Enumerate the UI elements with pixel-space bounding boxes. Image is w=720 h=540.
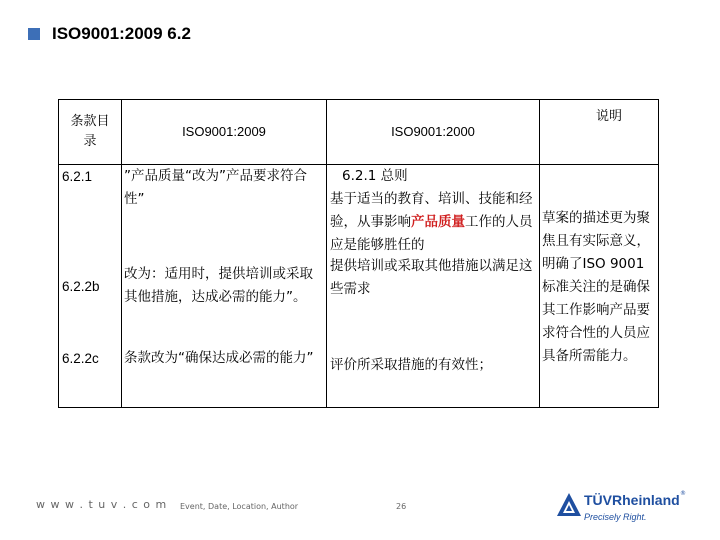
table-divider-3 — [539, 99, 540, 408]
row1-iso2000-highlight: 产品质量 — [411, 214, 465, 230]
comparison-table — [58, 99, 659, 408]
tuv-tagline: Precisely Right. — [584, 512, 647, 522]
row2-clause: 6.2.2b — [62, 279, 100, 294]
header-clause: 条款目录 — [70, 114, 110, 149]
row2-iso2009: 改为：适用时，提供培训或采取其他措施，达成必需的能力”。 — [124, 266, 313, 305]
table-divider-1 — [121, 99, 122, 408]
row3-clause: 6.2.2c — [62, 351, 99, 366]
header-note: 说明 — [595, 109, 622, 124]
tuv-triangle-icon — [556, 492, 582, 518]
tuv-brand-name: TÜVRheinland — [584, 492, 680, 508]
table-divider-2 — [326, 99, 327, 408]
footer-meta: Event, Date, Location, Author — [180, 502, 299, 511]
slide-title: ISO9001:2009 6.2 — [52, 24, 191, 43]
table-border-right — [658, 99, 659, 408]
tuv-registered-mark: ® — [680, 490, 686, 497]
header-iso2009: ISO9001:2009 — [182, 124, 266, 139]
row2-iso2000: 提供培训或采取其他措施以满足这些需求 — [330, 258, 533, 297]
slide-title-bar — [28, 24, 191, 44]
note-text: 草案的描述更为聚焦且有实际意义，明确了ISO 9001标准关注的是确保其工作影响产品要求符合性的人员应具备所需能力。 — [542, 210, 650, 364]
footer-page-number: 26 — [396, 502, 407, 511]
row1-iso2000-heading: 6.2.1 总则 — [342, 168, 408, 184]
footer-website: w w w . t u v . c o m — [36, 498, 168, 511]
title-bullet-square — [28, 28, 40, 40]
row3-iso2000: 评价所采取措施的有效性； — [330, 357, 492, 373]
row1-clause: 6.2.1 — [62, 169, 93, 184]
table-border-left — [58, 99, 59, 408]
table-border-top — [58, 99, 659, 100]
row1-iso2000 — [330, 165, 536, 257]
tuv-logo — [556, 490, 691, 532]
row1-iso2000-body — [330, 188, 536, 257]
table-border-bottom — [58, 407, 659, 408]
row1-iso2000-text-a: 基于适当的教育、培训、技能和经验，从事影响 — [330, 191, 533, 230]
row1-iso2000-text-b: 工作的人员应是能够胜任的 — [330, 214, 533, 253]
row3-iso2009: 条款改为“确保达成必需的能力” — [124, 350, 314, 366]
row1-iso2009: ”产品质量“改为”产品要求符合性” — [124, 168, 307, 207]
header-iso2000: ISO9001:2000 — [391, 124, 475, 139]
